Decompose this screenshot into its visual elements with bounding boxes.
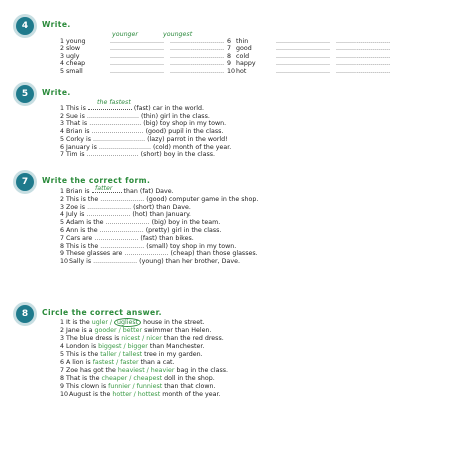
sentence-end: (lazy) parrot in the world! [145, 135, 228, 143]
sentence-row [60, 136, 228, 143]
item-number: 4 [60, 211, 65, 219]
item-number: 2 [60, 112, 65, 120]
sentence-start: Sue is [66, 112, 87, 120]
exercise-title: Write. [42, 88, 71, 97]
word-row [227, 38, 390, 45]
option-a[interactable]: heaviest [117, 367, 145, 374]
exercise-title: Circle the correct answer. [42, 308, 162, 317]
sentence-start: August is the [69, 391, 113, 398]
answer-blank: .......................... [98, 143, 151, 151]
sentence-start: Brian is [66, 128, 92, 136]
base-word: cheap [66, 60, 86, 68]
answer-blank: ...................... [94, 234, 139, 242]
item-number: 7 [60, 234, 65, 242]
sentence-row [60, 151, 215, 158]
superlative-blank: ........................... [170, 60, 225, 68]
sentence-row [60, 250, 258, 257]
sentence-row [60, 351, 203, 358]
answer-blank: ...................... [100, 195, 145, 203]
word-row [227, 53, 390, 60]
sentence-end: (fast) car in the world. [131, 105, 204, 112]
sentence-row [60, 219, 220, 226]
superlative-blank: ........................... [170, 38, 225, 45]
item-number: 7 [60, 151, 65, 159]
item-number: 7 [227, 45, 232, 53]
answer-blank: ...................... [93, 258, 138, 266]
sentence-row [60, 327, 212, 334]
sentence-end: than Manchester. [147, 343, 205, 350]
superlative-blank: ........................... [170, 67, 225, 75]
item-number: 5 [60, 219, 65, 227]
option-b[interactable]: heavier [150, 367, 175, 374]
superlative-blank: ........................... [170, 52, 225, 60]
item-number: 4 [60, 128, 65, 136]
sentence-start: Tim is [66, 151, 87, 159]
sentence-row [60, 375, 215, 382]
exercise-title: Write. [42, 20, 71, 29]
sentence-start: Adam is the [66, 219, 106, 227]
sentence-row [60, 243, 236, 250]
option-b[interactable]: cheapest [133, 375, 163, 382]
sentence-start: Zoe has got the [66, 367, 118, 374]
sentence-row [60, 367, 228, 374]
word-row [227, 60, 390, 67]
option-separator: / [107, 319, 115, 326]
option-a[interactable]: hotter [112, 391, 132, 398]
answer-blank [88, 109, 132, 110]
option-b[interactable]: nicer [146, 335, 162, 342]
sentence-row [60, 211, 191, 218]
option-separator: / [131, 391, 138, 398]
answer-blank: ...................... [124, 250, 169, 258]
base-word: slow [66, 45, 81, 53]
sentence-start: London is [66, 343, 99, 350]
option-b[interactable]: faster [120, 359, 139, 366]
sentence-end: (good) computer game in the shop. [144, 195, 259, 203]
exercise-number-badge: 4 [16, 17, 34, 35]
sentence-start: These glasses are [66, 250, 125, 258]
sentence-start: Ann is the [66, 227, 100, 234]
item-number: 1 [60, 105, 65, 112]
sentence-start: This is [66, 105, 88, 112]
sentence-start: This is the [66, 242, 101, 250]
option-separator: / [127, 375, 134, 382]
option-a[interactable]: gooder [94, 327, 117, 334]
item-number: 7 [60, 367, 65, 374]
sentence-end: (good) pupil in the class. [143, 128, 224, 136]
option-b[interactable]: ugliest [114, 318, 141, 327]
sentence-end: than that clown. [162, 383, 216, 390]
option-separator: / [121, 343, 128, 350]
answer-blank: .......................... [86, 112, 139, 120]
item-number: 1 [60, 188, 65, 195]
sentence-end: (cold) month of the year. [150, 143, 232, 151]
sentence-row [60, 383, 216, 390]
sentence-end: (young) than her brother, Dave. [137, 258, 240, 266]
sentence-end: (big) toy shop in my town. [141, 120, 227, 128]
word-row [60, 45, 224, 52]
answer-blank: .......................... [93, 135, 146, 143]
comparative-blank: ........................... [276, 38, 331, 45]
sentence-start: July is [66, 211, 87, 219]
answer-blank [92, 192, 122, 193]
sentence-start: The blue dress is [66, 335, 122, 342]
item-number: 10 [227, 67, 236, 75]
option-separator: / [144, 367, 151, 374]
superlative-blank: ........................... [336, 45, 391, 53]
comparative-blank: ........................... [276, 45, 331, 53]
item-number: 3 [60, 52, 65, 60]
item-number: 1 [60, 38, 65, 45]
item-number: 10 [60, 391, 69, 398]
base-word: cold [236, 52, 250, 60]
sentence-start: Cars are [66, 234, 95, 242]
sentence-start: January is [66, 143, 99, 151]
item-number: 6 [60, 359, 65, 366]
sentence-row [60, 391, 221, 398]
sentence-start: A lion is [66, 359, 93, 366]
comparative-blank: ........................... [110, 52, 165, 60]
comparative-blank: ........................... [110, 60, 165, 68]
item-number: 8 [227, 52, 232, 60]
option-separator: / [116, 327, 123, 334]
sentence-row [60, 196, 258, 203]
sentence-end: month of the year. [160, 391, 221, 398]
word-row [60, 38, 224, 45]
item-number: 3 [60, 120, 65, 128]
example-answer: fatter [95, 185, 113, 192]
word-row [60, 68, 224, 75]
sentence-row [60, 343, 204, 350]
item-number: 10 [60, 258, 69, 266]
comparative-blank: ........................... [276, 52, 331, 60]
sentence-end: (small) toy shop in my town. [144, 242, 237, 250]
option-separator: / [116, 351, 123, 358]
answer-blank: ...................... [86, 211, 131, 219]
sentence-start: That is the [66, 375, 102, 382]
option-b[interactable]: hottest [137, 391, 161, 398]
word-row [227, 68, 390, 75]
superlative-blank: ........................... [336, 67, 391, 75]
sentence-start: Sally is [69, 258, 94, 266]
option-a[interactable]: biggest [98, 343, 122, 350]
base-word: hot [236, 67, 247, 75]
answer-blank: .......................... [89, 120, 142, 128]
item-number: 3 [60, 203, 65, 211]
sentence-row [60, 128, 223, 135]
sentence-end: than a cat. [138, 359, 175, 366]
sentence-end: (short) boy in the class. [138, 151, 216, 159]
sentence-end: than (fat) Dave. [121, 188, 174, 195]
sentence-row [60, 113, 210, 120]
sentence-end: (pretty) girl in the class. [143, 227, 222, 234]
sentence-row [60, 235, 194, 242]
option-a[interactable]: taller [100, 351, 117, 358]
sentence-row [60, 188, 174, 195]
answer-blank: .......................... [86, 151, 139, 159]
word-row [227, 45, 390, 52]
comparative-blank: ........................... [110, 38, 165, 45]
option-a[interactable]: funnier [108, 383, 131, 390]
item-number: 4 [60, 343, 65, 350]
option-b[interactable]: tallest [122, 351, 143, 358]
sentence-end: bag in the class. [174, 367, 229, 374]
sentence-end: (fast) than bikes. [138, 234, 194, 242]
exercise-number-badge: 5 [16, 85, 34, 103]
item-number: 8 [60, 242, 65, 250]
option-a[interactable]: nicest [121, 335, 141, 342]
item-number: 2 [60, 327, 65, 334]
option-b[interactable]: bigger [127, 343, 148, 350]
sentence-row [60, 359, 175, 366]
option-separator: / [114, 359, 121, 366]
answer-youngest: youngest [163, 31, 193, 38]
item-number: 6 [60, 227, 65, 234]
exercise-number-badge: 7 [16, 173, 34, 191]
option-separator: / [130, 383, 137, 390]
option-a[interactable]: fastest [92, 359, 115, 366]
sentence-start: Brian is [66, 188, 92, 195]
option-b[interactable]: better [122, 327, 143, 334]
comparative-blank: ........................... [110, 45, 165, 53]
item-number: 6 [60, 143, 65, 151]
base-word: small [66, 67, 83, 75]
item-number: 8 [60, 375, 65, 382]
word-row [60, 60, 224, 67]
sentence-row [60, 144, 231, 151]
sentence-end: (short) than Dave. [131, 203, 191, 211]
item-number: 9 [60, 383, 65, 390]
comparative-blank: ........................... [276, 60, 331, 68]
item-number: 2 [60, 195, 65, 203]
base-word: young [66, 38, 86, 45]
sentence-end: (big) boy in the team. [149, 219, 221, 227]
sentence-start: This is the [66, 351, 101, 358]
item-number: 9 [60, 250, 65, 258]
comparative-blank: ........................... [110, 67, 165, 75]
sentence-row [60, 120, 226, 127]
sentence-row [60, 204, 191, 211]
base-word: good [236, 45, 252, 53]
sentence-start: That is [66, 120, 90, 128]
answer-blank: ...................... [99, 227, 144, 234]
answer-blank: ...................... [87, 203, 132, 211]
superlative-blank: ........................... [336, 38, 391, 45]
superlative-blank: ........................... [170, 45, 225, 53]
item-number: 3 [60, 335, 65, 342]
answer-blank: ...................... [105, 219, 150, 227]
sentence-end: (hot) than January. [130, 211, 191, 219]
sentence-end: doll in the shop. [162, 375, 215, 382]
sentence-start: Zoe is [66, 203, 88, 211]
example-answer: the fastest [97, 99, 131, 106]
sentence-start: Jane is a [66, 327, 95, 334]
superlative-blank: ........................... [336, 52, 391, 60]
sentence-end: house in the street. [141, 319, 205, 326]
sentence-row [60, 227, 221, 234]
answer-younger: younger [112, 31, 139, 38]
item-number: 1 [60, 319, 65, 326]
option-a[interactable]: cheaper [101, 375, 128, 382]
sentence-start: Corky is [66, 135, 94, 143]
option-b[interactable]: funniest [136, 383, 163, 390]
sentence-row [60, 258, 240, 265]
item-number: 5 [60, 67, 65, 75]
sentence-row [60, 105, 204, 112]
sentence-end: (thin) girl in the class. [138, 112, 210, 120]
answer-blank: ...................... [100, 242, 145, 250]
sentence-end: (cheap) than those glasses. [168, 250, 258, 258]
sentence-row [60, 319, 205, 326]
exercise-title: Write the correct form. [42, 176, 151, 185]
sentence-start: This is the [66, 195, 101, 203]
sentence-end: than the red dress. [161, 335, 224, 342]
comparative-blank: ........................... [276, 67, 331, 75]
item-number: 2 [60, 45, 65, 53]
word-row [60, 53, 224, 60]
base-word: ugly [66, 52, 80, 60]
sentence-row [60, 335, 224, 342]
sentence-start: This clown is [66, 383, 109, 390]
base-word: thin [236, 38, 249, 45]
answer-blank: .......................... [91, 128, 144, 136]
item-number: 4 [60, 60, 65, 68]
item-number: 6 [227, 38, 232, 45]
item-number: 5 [60, 135, 65, 143]
superlative-blank: ........................... [336, 60, 391, 68]
item-number: 9 [227, 60, 232, 68]
exercise-number-badge: 8 [16, 305, 34, 323]
sentence-start: It is the [66, 319, 92, 326]
option-separator: / [140, 335, 147, 342]
sentence-end: tree in my garden. [142, 351, 203, 358]
base-word: happy [236, 60, 256, 68]
sentence-end: swimmer than Helen. [142, 327, 212, 334]
item-number: 5 [60, 351, 65, 358]
option-a[interactable]: ugler [91, 319, 108, 326]
